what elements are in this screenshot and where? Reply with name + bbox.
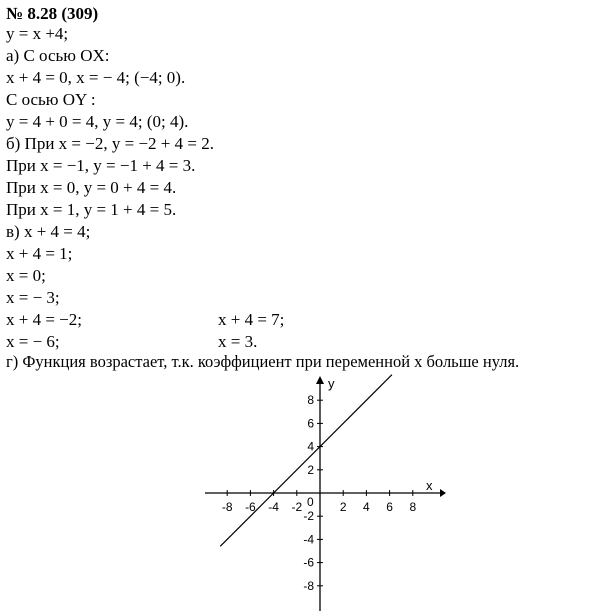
y-tick-label: 6 — [307, 416, 314, 431]
y-axis-label: y — [328, 376, 335, 391]
text-line: г) Функция возрастает, т.к. коэффициент при переменной x больше нуля. — [6, 352, 520, 371]
x-tick-label: 6 — [386, 500, 393, 514]
text-line: С осью OY : — [6, 90, 96, 109]
text-line: При x = 1, y = 1 + 4 = 5. — [6, 200, 177, 219]
y-tick-label: -4 — [303, 532, 314, 547]
y-axis-arrow — [316, 376, 324, 384]
x-tick-label: -8 — [221, 500, 233, 514]
text-line-right: x = 3. — [218, 332, 258, 351]
text-line: При x = 0, y = 0 + 4 = 4. — [6, 178, 177, 197]
text-line-right: x + 4 = 7; — [218, 310, 285, 329]
y-tick-label: -6 — [303, 555, 314, 570]
text-line: x + 4 = −2; — [6, 310, 82, 329]
text-line: x = − 6; — [6, 332, 60, 351]
x-tick-label: -2 — [291, 500, 303, 514]
x-axis-label: x — [426, 478, 433, 493]
x-tick-label: -6 — [245, 500, 256, 514]
text-line: y = x +4; — [6, 24, 69, 43]
y-tick-label: -8 — [303, 578, 314, 593]
y-tick-label: -2 — [303, 509, 314, 524]
problem-title: № 8.28 (309) — [6, 4, 99, 23]
text-line: а) С осью OX: — [6, 46, 110, 65]
x-tick-label: 4 — [363, 500, 370, 514]
text-line: При x = −1, y = −1 + 4 = 3. — [6, 156, 196, 175]
y-tick-label: 4 — [307, 439, 314, 454]
y-tick-label: 8 — [307, 393, 314, 408]
x-tick-label: 8 — [409, 500, 417, 514]
text-line: y = 4 + 0 = 4, y = 4; (0; 4). — [6, 112, 189, 131]
origin-label: 0 — [307, 495, 314, 509]
x-axis-arrow — [440, 489, 446, 497]
text-line: x + 4 = 1; — [6, 244, 73, 263]
text-line: x = − 3; — [6, 288, 60, 307]
text-line: б) При x = −2, y = −2 + 4 = 2. — [6, 134, 214, 153]
text-line: в) x + 4 = 4; — [6, 222, 91, 241]
x-tick-label: -4 — [268, 500, 279, 514]
text-line: x = 0; — [6, 266, 46, 285]
text-line: x + 4 = 0, x = − 4; (−4; 0). — [6, 68, 186, 87]
x-tick-label: 2 — [339, 500, 347, 514]
y-tick-label: 2 — [307, 462, 314, 477]
